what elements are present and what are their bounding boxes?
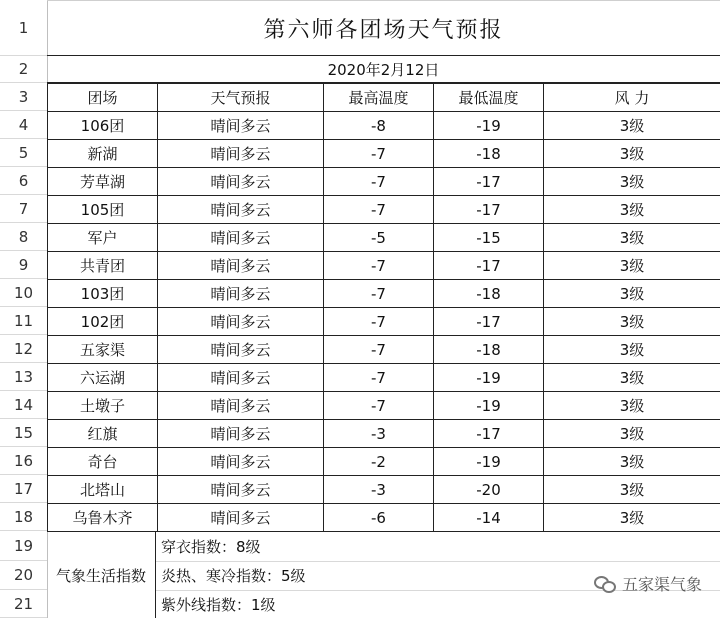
table-row	[48, 280, 720, 308]
table-row	[48, 224, 720, 252]
table-row	[48, 112, 720, 140]
cell-forecast[interactable]: 晴间多云	[158, 224, 324, 252]
cell-wind[interactable]: 3级	[544, 504, 720, 532]
cell-max-temp[interactable]: -5	[324, 224, 434, 252]
cell-wind[interactable]: 3级	[544, 448, 720, 476]
table-row	[48, 252, 720, 280]
cell-max-temp[interactable]: -7	[324, 252, 434, 280]
cell-min-temp[interactable]: -19	[434, 392, 544, 420]
cell-forecast[interactable]: 晴间多云	[158, 420, 324, 448]
cell-max-temp[interactable]: -3	[324, 420, 434, 448]
cell-wind[interactable]: 3级	[544, 280, 720, 308]
cell-max-temp[interactable]: -7	[324, 168, 434, 196]
row-number[interactable]: 1	[0, 0, 47, 56]
forecast-table	[47, 83, 720, 532]
cell-forecast[interactable]: 晴间多云	[158, 364, 324, 392]
cell-station[interactable]: 新湖	[48, 140, 158, 168]
cell-station[interactable]: 共青团	[48, 252, 158, 280]
header-max-temp[interactable]: 最高温度	[324, 84, 434, 112]
cell-min-temp[interactable]: -17	[434, 168, 544, 196]
row-number[interactable]: 13	[0, 363, 47, 391]
cell-max-temp[interactable]: -8	[324, 112, 434, 140]
cell-min-temp[interactable]: -17	[434, 196, 544, 224]
header-station[interactable]: 团场	[48, 84, 158, 112]
cell-wind[interactable]: 3级	[544, 168, 720, 196]
cell-wind[interactable]: 3级	[544, 224, 720, 252]
cell-station[interactable]: 106团	[48, 112, 158, 140]
life-index-label[interactable]: 气象生活指数	[47, 532, 156, 618]
cell-wind[interactable]: 3级	[544, 196, 720, 224]
row-number[interactable]: 4	[0, 111, 47, 139]
cell-min-temp[interactable]: -18	[434, 140, 544, 168]
cell-forecast[interactable]: 晴间多云	[158, 336, 324, 364]
header-row	[48, 84, 720, 112]
cell-wind[interactable]: 3级	[544, 476, 720, 504]
cell-forecast[interactable]: 晴间多云	[158, 196, 324, 224]
table-row	[48, 420, 720, 448]
cell-max-temp[interactable]: -7	[324, 308, 434, 336]
cell-station[interactable]: 六运湖	[48, 364, 158, 392]
cell-station[interactable]: 奇台	[48, 448, 158, 476]
cell-min-temp[interactable]: -20	[434, 476, 544, 504]
table-row	[48, 168, 720, 196]
wechat-icon	[594, 575, 616, 593]
table-row	[48, 448, 720, 476]
cell-max-temp[interactable]: -7	[324, 140, 434, 168]
divider	[156, 561, 720, 562]
row-number[interactable]: 17	[0, 475, 47, 503]
cell-min-temp[interactable]: -17	[434, 308, 544, 336]
cell-min-temp[interactable]: -18	[434, 280, 544, 308]
row-number[interactable]: 20	[0, 561, 47, 590]
forecast-date: 2020年2月12日	[47, 56, 720, 83]
row-number[interactable]: 21	[0, 590, 47, 618]
cell-max-temp[interactable]: -6	[324, 504, 434, 532]
cell-min-temp[interactable]: -17	[434, 252, 544, 280]
cell-station[interactable]: 105团	[48, 196, 158, 224]
cell-forecast[interactable]: 晴间多云	[158, 140, 324, 168]
row-number[interactable]: 2	[0, 56, 47, 83]
row-number[interactable]: 5	[0, 139, 47, 167]
cell-station[interactable]: 乌鲁木齐	[48, 504, 158, 532]
watermark-text: 五家渠气象	[621, 575, 702, 594]
cell-max-temp[interactable]: -7	[324, 392, 434, 420]
cell-forecast[interactable]: 晴间多云	[158, 476, 324, 504]
table-row	[48, 140, 720, 168]
table-row	[48, 364, 720, 392]
cell-station[interactable]: 五家渠	[48, 336, 158, 364]
cell-wind[interactable]: 3级	[544, 392, 720, 420]
cell-max-temp[interactable]: -7	[324, 364, 434, 392]
cell-station[interactable]: 北塔山	[48, 476, 158, 504]
row-number[interactable]: 11	[0, 307, 47, 335]
row-number[interactable]: 16	[0, 447, 47, 475]
cell-wind[interactable]: 3级	[544, 364, 720, 392]
cell-forecast[interactable]: 晴间多云	[158, 448, 324, 476]
table-row	[48, 392, 720, 420]
cell-min-temp[interactable]: -15	[434, 224, 544, 252]
row-number[interactable]: 10	[0, 279, 47, 307]
cell-min-temp[interactable]: -18	[434, 336, 544, 364]
cell-forecast[interactable]: 晴间多云	[158, 252, 324, 280]
header-wind[interactable]: 风 力	[544, 84, 720, 112]
cell-station[interactable]: 103团	[48, 280, 158, 308]
cell-forecast[interactable]: 晴间多云	[158, 280, 324, 308]
heat-cold-index[interactable]: 炎热、寒冷指数：5级	[161, 566, 306, 585]
cell-min-temp[interactable]: -14	[434, 504, 544, 532]
table-row	[48, 476, 720, 504]
table-row	[48, 308, 720, 336]
row-number[interactable]: 15	[0, 419, 47, 447]
cell-wind[interactable]: 3级	[544, 140, 720, 168]
header-forecast[interactable]: 天气预报	[158, 84, 324, 112]
row-number[interactable]: 6	[0, 167, 47, 195]
cell-wind[interactable]: 3级	[544, 112, 720, 140]
row-number[interactable]: 8	[0, 223, 47, 251]
cell-forecast[interactable]: 晴间多云	[158, 504, 324, 532]
cell-min-temp[interactable]: -19	[434, 448, 544, 476]
sheet-title: 第六师各团场天气预报	[47, 0, 720, 56]
row-number[interactable]: 9	[0, 251, 47, 279]
table-row	[48, 504, 720, 532]
cell-min-temp[interactable]: -19	[434, 364, 544, 392]
cell-station[interactable]: 102团	[48, 308, 158, 336]
cell-max-temp[interactable]: -7	[324, 280, 434, 308]
cell-wind[interactable]: 3级	[544, 336, 720, 364]
cell-max-temp[interactable]: -3	[324, 476, 434, 504]
header-min-temp[interactable]: 最低温度	[434, 84, 544, 112]
cell-min-temp[interactable]: -17	[434, 420, 544, 448]
row-number[interactable]: 12	[0, 335, 47, 363]
cell-max-temp[interactable]: -7	[324, 196, 434, 224]
row-number[interactable]: 14	[0, 391, 47, 419]
cell-min-temp[interactable]: -19	[434, 112, 544, 140]
row-number[interactable]: 18	[0, 503, 47, 531]
row-number-column	[0, 0, 48, 618]
cell-station[interactable]: 芳草湖	[48, 168, 158, 196]
clothing-index[interactable]: 穿衣指数：8级	[161, 537, 261, 556]
cell-max-temp[interactable]: -2	[324, 448, 434, 476]
cell-station[interactable]: 红旗	[48, 420, 158, 448]
row-number[interactable]: 19	[0, 532, 47, 561]
cell-forecast[interactable]: 晴间多云	[158, 168, 324, 196]
table-row	[48, 336, 720, 364]
table-row	[48, 196, 720, 224]
cell-wind[interactable]: 3级	[544, 308, 720, 336]
cell-station[interactable]: 土墩子	[48, 392, 158, 420]
cell-wind[interactable]: 3级	[544, 420, 720, 448]
cell-wind[interactable]: 3级	[544, 252, 720, 280]
row-number[interactable]: 7	[0, 195, 47, 223]
cell-forecast[interactable]: 晴间多云	[158, 308, 324, 336]
watermark	[594, 572, 702, 595]
uv-index[interactable]: 紫外线指数：1级	[161, 595, 276, 614]
cell-max-temp[interactable]: -7	[324, 336, 434, 364]
cell-forecast[interactable]: 晴间多云	[158, 112, 324, 140]
cell-station[interactable]: 军户	[48, 224, 158, 252]
row-number[interactable]: 3	[0, 83, 47, 111]
cell-forecast[interactable]: 晴间多云	[158, 392, 324, 420]
